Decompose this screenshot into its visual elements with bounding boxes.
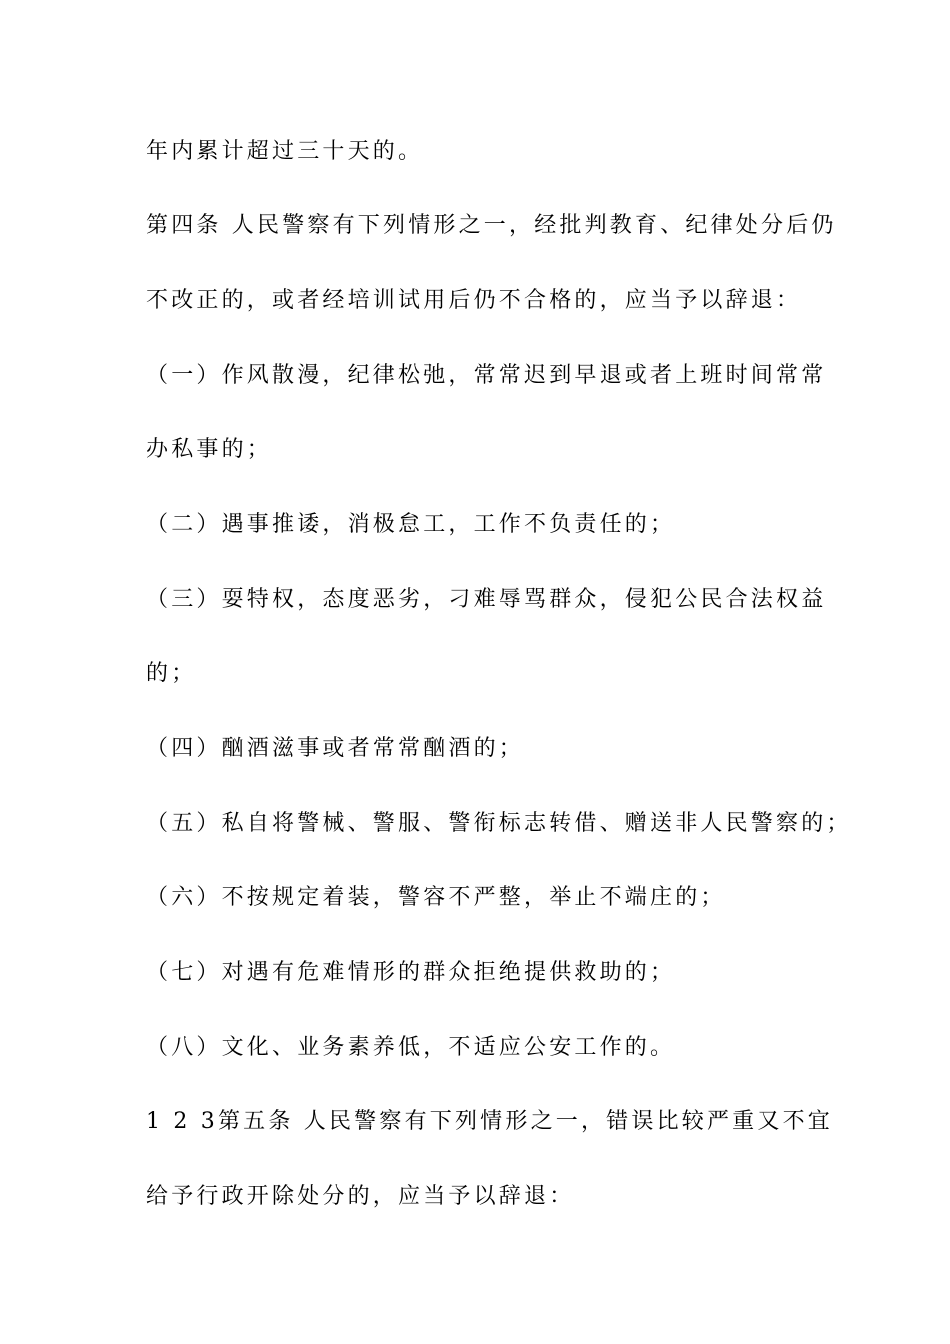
- text-line: （四）酗酒滋事或者常常酗酒的；: [146, 736, 525, 761]
- text-line: 的；: [146, 661, 197, 686]
- text-line: （三）耍特权，态度恶劣，刁难辱骂群众，侵犯公民合法权益: [146, 587, 827, 612]
- text-line: 第四条 人民警察有下列情形之一，经批判教育、纪律处分后仍: [146, 213, 837, 238]
- text-line: （八）文化、业务素养低，不适应公安工作的。: [146, 1035, 676, 1060]
- text-line: 年内累计超过三十天的。: [146, 139, 424, 164]
- text-line: 不改正的，或者经培训试用后仍不合格的，应当予以辞退：: [146, 288, 802, 313]
- text-line: 办私事的；: [146, 437, 273, 462]
- text-line: （七）对遇有危难情形的群众拒绝提供救助的；: [146, 960, 676, 985]
- text-line: 给予行政开除处分的，应当予以辞退：: [146, 1184, 575, 1209]
- text-line: （一）作风散漫，纪律松弛，常常迟到早退或者上班时间常常: [146, 363, 827, 388]
- text-line: 1 2 3第五条 人民警察有下列情形之一，错误比较严重又不宜: [146, 1109, 833, 1134]
- text-line: （二）遇事推诿，消极怠工，工作不负责任的；: [146, 512, 676, 537]
- text-line: （六）不按规定着装，警容不严整，举止不端庄的；: [146, 885, 726, 910]
- text-line: （五）私自将警械、警服、警衔标志转借、赠送非人民警察的；: [146, 811, 852, 836]
